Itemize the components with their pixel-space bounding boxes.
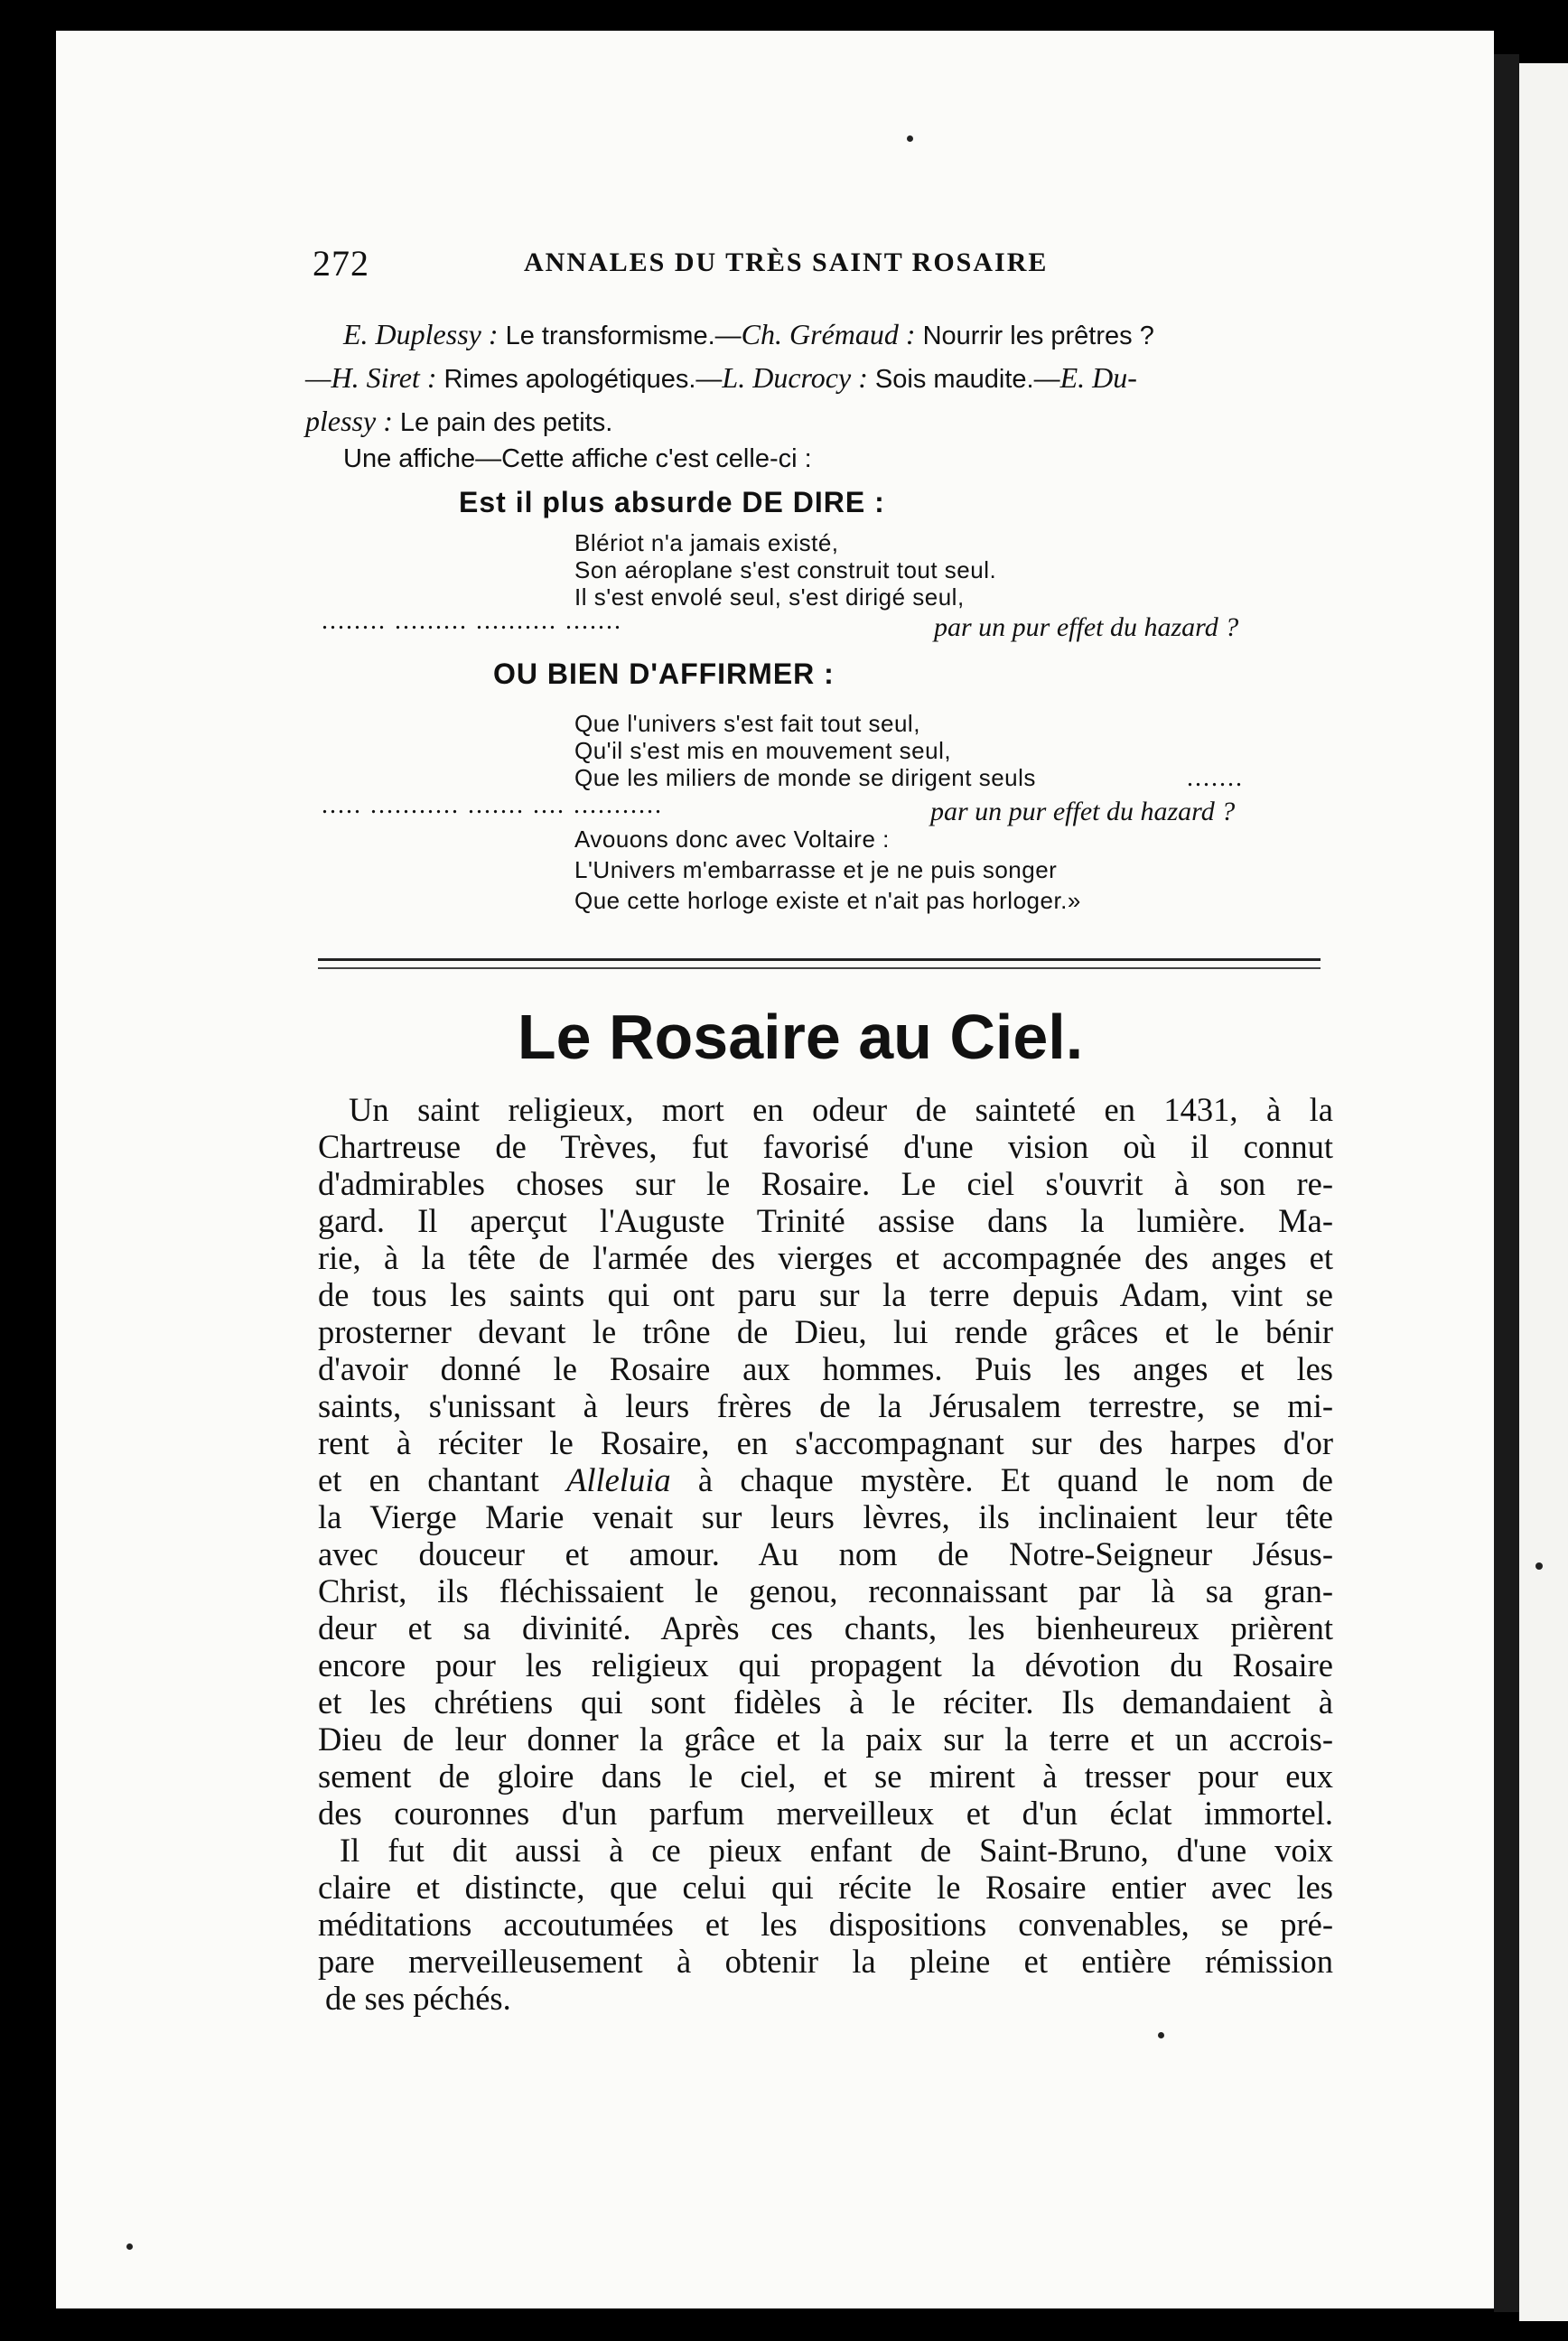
article-title: Rimes apologétiques.— <box>436 365 723 394</box>
author-name: E. Duplessy : <box>343 318 499 350</box>
body-line: et les chrétiens qui sont fidèles à le réciter. Ils demandaient à <box>318 1683 1333 1721</box>
note-line: Une affiche—Cette affiche c'est celle-ci : <box>343 444 812 473</box>
verse-line: Qu'il s'est mis en mouvement seul, <box>574 737 952 764</box>
refrain: par un pur effet du hazard ? <box>934 612 1239 642</box>
body-line: rent à réciter le Rosaire, en s'accompagnant sur des harpes d'or <box>318 1424 1333 1461</box>
poster-heading: OU BIEN D'AFFIRMER : <box>493 658 835 690</box>
body-line: deur et sa divinité. Après ces chants, les bienheureux prièrent <box>318 1609 1333 1646</box>
verse-line: Que les miliers de monde se dirigent seuls <box>574 764 1036 791</box>
page-number: 272 <box>313 243 369 284</box>
body-line: pare merveilleusement à obtenir la pleine et entière rémission <box>318 1943 1333 1980</box>
body-line: Chartreuse de Trèves, fut favorisé d'une vision où il connut <box>318 1128 1333 1165</box>
body-line: avec douceur et amour. Au nom de Notre-Seigneur Jésus- <box>318 1535 1333 1572</box>
verse-line: Que cette horloge existe et n'ait pas horloger.» <box>574 887 1081 914</box>
body-line: d'avoir donné le Rosaire aux hommes. Puis les anges et les <box>318 1350 1333 1387</box>
body-line: Dieu de leur donner la grâce et la paix sur la terre et un accrois- <box>318 1721 1333 1758</box>
verse-line: L'Univers m'embarrasse et je ne puis songer <box>574 856 1058 883</box>
speck <box>1158 2032 1164 2038</box>
dot-leader: ..... ........... ....... .... ........... <box>322 791 663 819</box>
page-header <box>313 242 1319 287</box>
verse-line: Que l'univers s'est fait tout seul, <box>574 710 920 737</box>
article-title: Le transformisme.— <box>498 322 742 350</box>
body-line: la Vierge Marie venait sur leurs lèvres, ils inclinaient leur tête <box>318 1498 1333 1535</box>
speck <box>126 2243 133 2250</box>
body-line: de ses péchés. <box>325 1980 511 2017</box>
body-line: méditations accoutumées et les dispositions convenables, se pré- <box>318 1906 1333 1943</box>
body-line: encore pour les religieux qui propagent la dévotion du Rosaire <box>318 1646 1333 1683</box>
author-name: plessy : <box>305 405 393 437</box>
body-line: des couronnes d'un parfum merveilleux et d'un éclat immortel. <box>318 1795 1333 1832</box>
body-line: prosterner devant le trône de Dieu, lui rende grâces et le bénir <box>318 1313 1333 1350</box>
body-line: Christ, ils fléchissaient le genou, reconnaissant par là sa gran- <box>318 1572 1333 1609</box>
verse-line: Il s'est envolé seul, s'est dirigé seul, <box>574 583 965 611</box>
body-line: gard. Il aperçut l'Auguste Trinité assise dans la lumière. Ma- <box>318 1202 1333 1239</box>
dot-leader: ....... <box>1187 764 1244 792</box>
author-name: Ch. Grémaud : <box>741 318 916 350</box>
author-name: E. Du- <box>1059 361 1137 394</box>
body-line: sement de gloire dans le ciel, et se mirent à tresser pour eux <box>318 1758 1333 1795</box>
verse-line: Blériot n'a jamais existé, <box>574 529 839 556</box>
article-title: Sois maudite.— <box>867 365 1060 394</box>
body-line: de tous les saints qui ont paru sur la terre depuis Adam, vint se <box>318 1276 1333 1313</box>
body-line: d'admirables choses sur le Rosaire. Le ciel s'ouvrit à son re- <box>318 1165 1333 1202</box>
verse-line: Son aéroplane s'est construit tout seul. <box>574 556 997 583</box>
speck <box>1535 1562 1543 1570</box>
page-gutter <box>1494 54 1519 2312</box>
dot-leader: ........ ......... .......... ....... <box>322 607 622 635</box>
facing-page-edge <box>1519 63 1568 2321</box>
note-line <box>305 405 612 438</box>
article-title: Le Rosaire au Ciel. <box>517 1002 1084 1072</box>
article-title: Nourrir les prêtres ? <box>915 322 1154 350</box>
running-title: ANNALES DU TRÈS SAINT ROSAIRE <box>524 247 1049 277</box>
speck <box>907 135 913 142</box>
note-line <box>305 361 1137 395</box>
article-body <box>318 1091 1333 2017</box>
divider-rule <box>318 967 1321 969</box>
body-line: Il fut dit aussi à ce pieux enfant de Saint-Bruno, d'une voix <box>340 1832 1333 1869</box>
body-line: et en chantant Alleluia à chaque mystère. Et quand le nom de <box>318 1461 1333 1498</box>
verse-line: Avouons donc avec Voltaire : <box>574 825 890 853</box>
note-line <box>343 318 1154 351</box>
poster-heading: Est il plus absurde DE DIRE : <box>459 486 885 518</box>
body-line: rie, à la tête de l'armée des vierges et accompagnée des anges et <box>318 1239 1333 1276</box>
divider-rule <box>318 958 1321 961</box>
body-line: Un saint religieux, mort en odeur de sainteté en 1431, à la <box>349 1091 1333 1128</box>
author-name: —H. Siret : <box>305 361 437 394</box>
author-name: L. Ducrocy : <box>722 361 868 394</box>
body-line: claire et distincte, que celui qui récite le Rosaire entier avec les <box>318 1869 1333 1906</box>
body-line: saints, s'unissant à leurs frères de la Jérusalem terrestre, se mi- <box>318 1387 1333 1424</box>
article-title: Le pain des petits. <box>392 408 613 437</box>
refrain: par un pur effet du hazard ? <box>930 797 1236 826</box>
